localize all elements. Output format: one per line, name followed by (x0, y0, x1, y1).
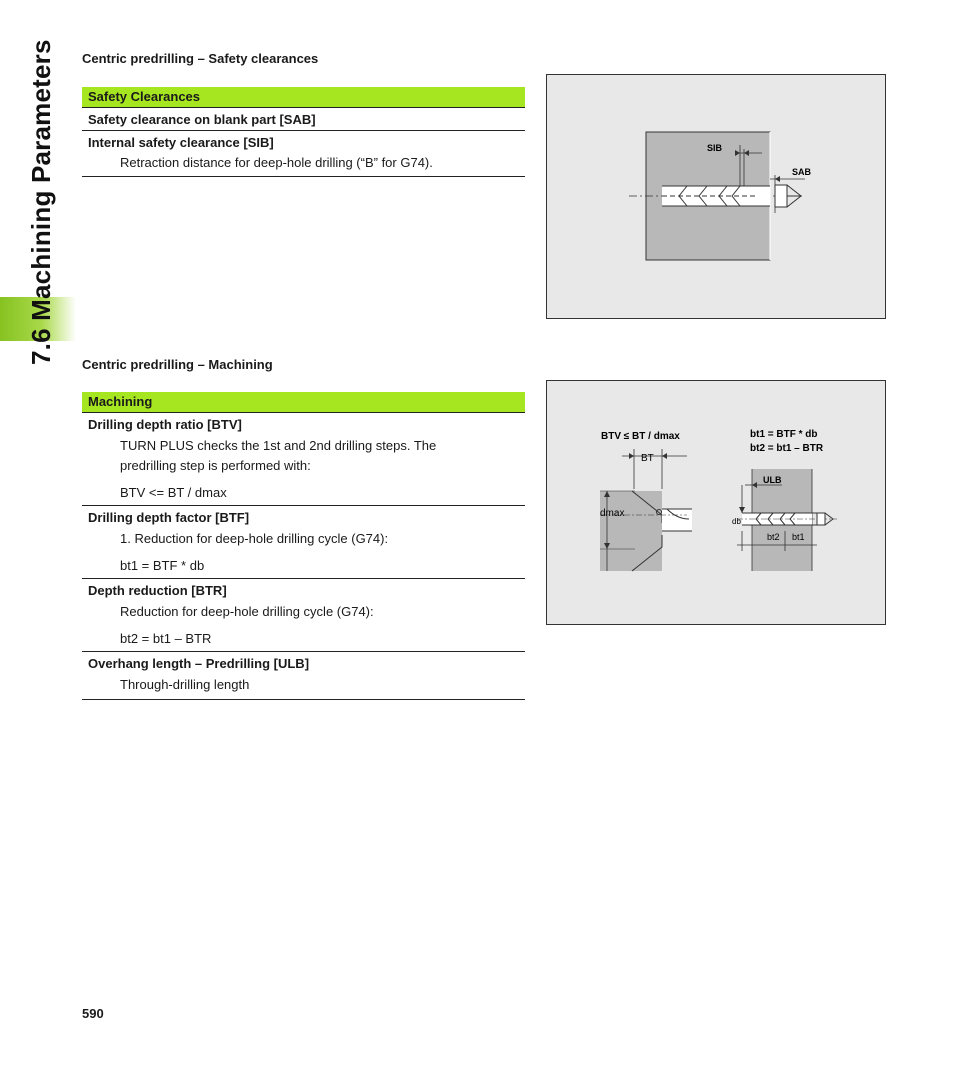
machining-table (82, 392, 525, 700)
label-db: db (732, 517, 741, 526)
param-btv-formula: BTV <= BT / dmax (82, 476, 525, 506)
param-btv-desc-line1: TURN PLUS checks the 1st and 2nd drilling steps. The (120, 438, 437, 453)
figure-safety-clearances (546, 74, 886, 319)
param-sab-title: Safety clearance on blank part [SAB] (82, 108, 525, 131)
label-bt1: bt1 (792, 532, 805, 542)
section-heading-machining: Centric predrilling – Machining (82, 357, 273, 372)
param-btr-title: Depth reduction [BTR] (88, 583, 227, 598)
label-sab: SAB (792, 167, 812, 177)
chapter-tab-label: 7.6 Machining Parameters (26, 39, 56, 365)
param-btr-formula: bt2 = bt1 – BTR (82, 622, 525, 652)
param-sib-desc: Retraction distance for deep-hole drilling (“B” for G74). (82, 153, 525, 177)
figure-machining (546, 380, 886, 625)
label-bt: BT (641, 453, 654, 464)
param-btf-title: Drilling depth factor [BTF] (88, 510, 250, 525)
section-heading-safety-clearances: Centric predrilling – Safety clearances (82, 51, 319, 66)
safety-clearances-table (82, 87, 525, 177)
param-ulb-desc: Through-drilling length (82, 674, 525, 700)
table-header: Safety Clearances (82, 87, 525, 108)
label-formula-btv: BTV ≤ BT / dmax (601, 431, 680, 442)
machining-diagram (547, 381, 885, 624)
label-formula-bt2: bt2 = bt1 – BTR (750, 443, 824, 454)
param-btv-desc-line2: predrilling step is performed with: (120, 458, 311, 473)
page-number: 590 (82, 1006, 104, 1021)
param-btr-desc: Reduction for deep-hole drilling cycle (G74): (120, 604, 374, 619)
param-btf-desc: 1. Reduction for deep-hole drilling cycle (G74): (120, 531, 389, 546)
param-sib-title: Internal safety clearance [SIB] (88, 135, 274, 150)
table-header: Machining (82, 392, 525, 413)
label-formula-bt1: bt1 = BTF * db (750, 429, 818, 440)
safety-clearance-diagram (547, 75, 885, 318)
param-ulb-title: Overhang length – Predrilling [ULB] (88, 656, 310, 671)
label-bt2: bt2 (767, 532, 780, 542)
label-dmax: dmax (600, 508, 625, 519)
label-sib: SIB (707, 143, 723, 153)
param-btv-title: Drilling depth ratio [BTV] (88, 417, 242, 432)
param-btf-formula: bt1 = BTF * db (82, 549, 525, 579)
label-ulb: ULB (763, 475, 782, 485)
